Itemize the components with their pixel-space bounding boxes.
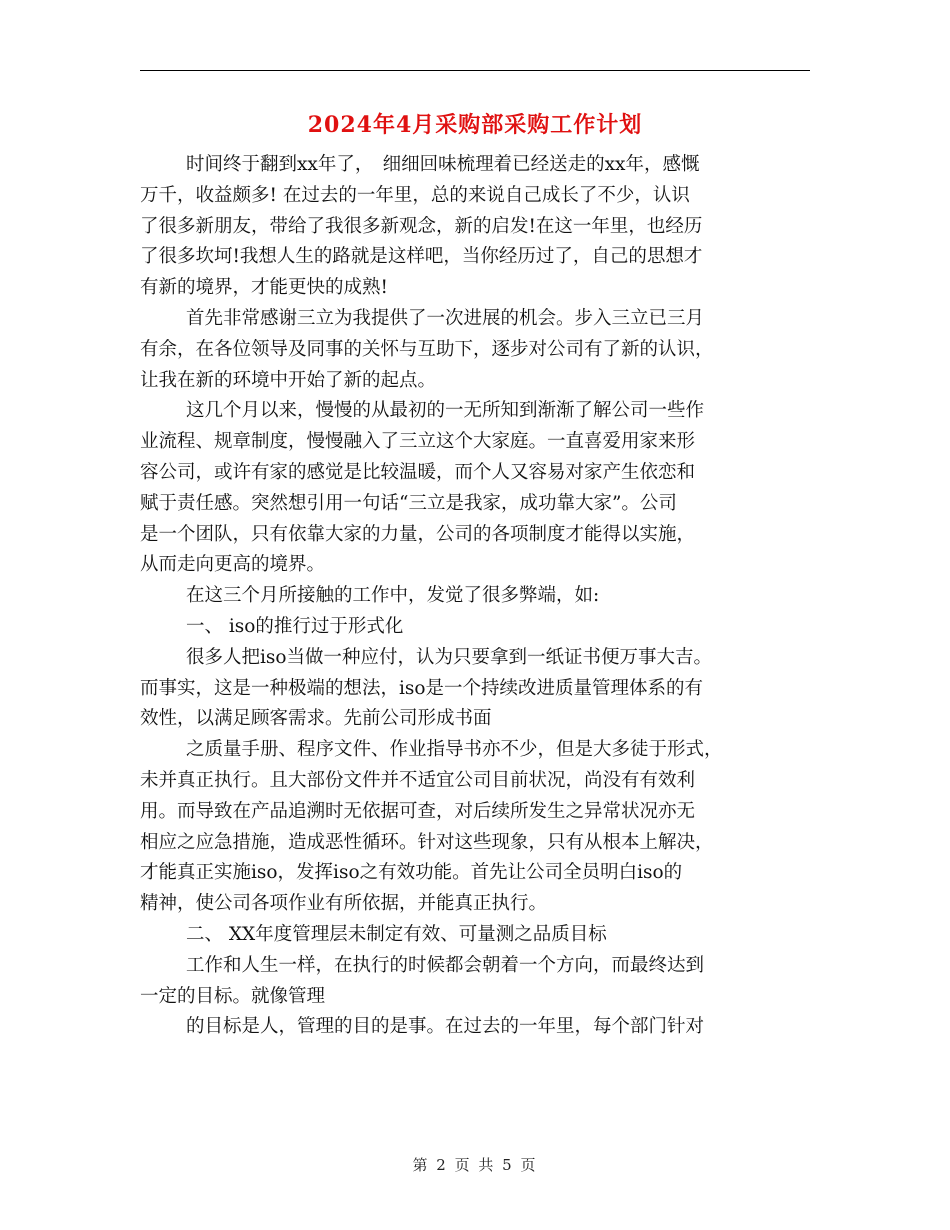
document-title: 2024年4月采购部采购工作计划	[307, 112, 643, 138]
text-line: 用。而导致在产品追溯时无依据可查，对后续所发生之异常状况亦无	[140, 800, 696, 822]
text-line: 工作和人生一样，在执行的时候都会朝着一个方向，而最终达到	[186, 954, 705, 976]
text-line: 相应之应急措施，造成恶性循环。针对这些现象，只有从根本上解决，	[140, 831, 714, 853]
text-line: 一定的目标。就像管理	[140, 985, 326, 1007]
text-line: 一、 iso的推行过于形式化	[186, 615, 404, 637]
text-line: 了很多新朋友，带给了我很多新观念，新的启发!在这一年里，也经历	[140, 215, 703, 237]
text-line: 首先非常感谢三立为我提供了一次进展的机会。步入三立已三月	[186, 307, 705, 329]
document-body	[140, 150, 810, 1043]
text-line: 有余，在各位领导及同事的关怀与互助下，逐步对公司有了新的认识，	[140, 338, 714, 360]
page-footer: 第 2 页 共 5 页	[412, 1156, 538, 1174]
text-line: 这几个月以来，慢慢的从最初的一无所知到渐渐了解公司一些作	[186, 400, 705, 422]
text-line: 业流程、规章制度，慢慢融入了三立这个大家庭。一直喜爱用家来形	[140, 431, 696, 453]
text-line: 二、 XX年度管理层未制定有效、可量测之品质目标	[186, 923, 607, 945]
text-line: 精神，使公司各项作业有所依据，并能真正执行。	[140, 893, 548, 915]
text-line: 了很多坎坷!我想人生的路就是这样吧，当你经历过了，自己的思想才	[140, 246, 703, 268]
text-line: 而事实，这是一种极端的想法，iso是一个持续改进质量管理体系的有	[140, 677, 704, 699]
header-rule	[140, 70, 810, 71]
text-line: 让我在新的环境中开始了新的起点。	[140, 369, 437, 391]
text-line: 从而走向更高的境界。	[140, 554, 326, 576]
text-line: 时间终于翻到xx年了， 细细回味梳理着已经送走的xx年，感慨	[186, 154, 700, 175]
text-line: 才能真正实施iso，发挥iso之有效功能。首先让公司全员明白iso的	[140, 862, 683, 884]
text-line: 赋于责任感。突然想引用一句话“三立是我家，成功靠大家”。公司	[140, 492, 677, 514]
text-line: 效性，以满足顾客需求。先前公司形成书面	[140, 708, 492, 730]
text-line: 之质量手册、程序文件、作业指导书亦不少，但是大多徒于形式，	[186, 739, 723, 761]
text-line: 在这三个月所接触的工作中，发觉了很多弊端，如:	[186, 585, 600, 607]
text-line: 未并真正执行。且大部份文件并不适宜公司目前状况，尚没有有效利	[140, 769, 696, 791]
text-line: 容公司，或许有家的感觉是比较温暖，而个人又容易对家产生依恋和	[140, 461, 696, 483]
text-line: 是一个团队，只有依靠大家的力量，公司的各项制度才能得以实施，	[140, 523, 696, 545]
text-line: 有新的境界，才能更快的成熟!	[140, 277, 388, 299]
text-line: 的目标是人，管理的目的是事。在过去的一年里，每个部门针对	[186, 1016, 705, 1038]
text-line: 万千，收益颇多! 在过去的一年里，总的来说自己成长了不少，认识	[140, 184, 690, 206]
text-line: 很多人把iso当做一种应付，认为只要拿到一纸证书便万事大吉。	[186, 646, 713, 668]
